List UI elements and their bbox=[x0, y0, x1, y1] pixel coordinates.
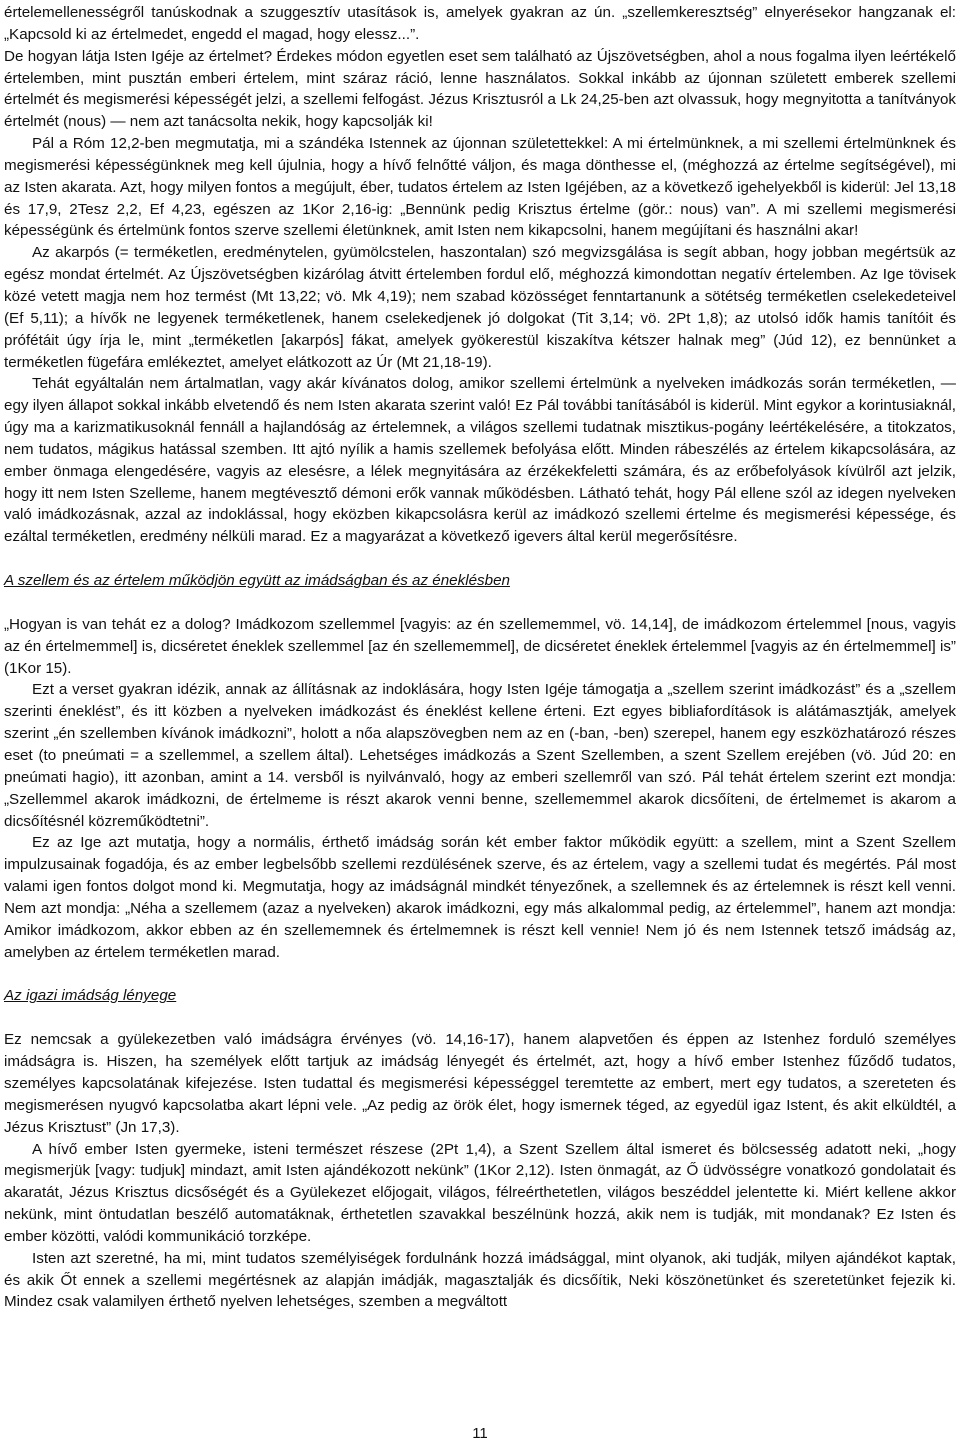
paragraph-11: Isten azt szeretné, ha mi, mint tudatos személyiségek fordulnánk hozzá imádsággal, mint olyanok, aki tudják, milyen ajándékot kaptak, és akik Őt ennek a szellemi megértésnek az alapján imádják, magasztalják és dicsőítik, Neki köszönetünket és szeretetünket fejezik ki. Mindez csak valamilyen érthető nyelven lehetséges, szemben a megváltott bbox=[4, 1249, 956, 1311]
document-page bbox=[4, 2, 956, 1313]
spacer bbox=[4, 592, 956, 614]
spacer bbox=[4, 963, 956, 985]
paragraph-6: „Hogyan is van tehát ez a dolog? Imádkozom szellemmel [vagyis: az én szellememmel, vö. 14,14], de imádkozom értelemmel [nous, vagyis az én értelmemmel] is, dicséretet éneklek szellemmel [az én szellememmel], de dicséretet éneklek értelemmel [vagyis az én értelmemmel] is” (1Kor 15). bbox=[4, 615, 956, 677]
section-heading-2: Az igazi imádság lényege bbox=[4, 987, 177, 1005]
spacer bbox=[4, 548, 956, 570]
paragraph-10: A hívő ember Isten gyermeke, isteni természet részese (2Pt 1,4), a Szent Szellem által ismeret és bölcsesség adatott neki, „hogy megismerjük [vagy: tudjuk] mindazt, amit Isten ajándékozott nekünk” (1Kor 2,12). Isten önmagát, az Ő üdvösségre vonatkozó gondolatait és akaratát, Jézus Krisztus dicsőségét és a Gyülekezet előjogait, világos, félreérthetetlen, világos beszéddel jelentette ki. Miért kellene akkor nekünk, mint öntudatlan beszélő automatáknak, érthetetlen szavakkal beszélnünk hozzá, akik nem is tudják, mit mondanak? Ez Isten és ember közötti, valódi kommunikáció torzképe. bbox=[4, 1140, 956, 1245]
section-heading-1: A szellem és az értelem működjön együtt az imádságban és az éneklésben bbox=[4, 572, 510, 590]
page-number: 11 bbox=[472, 1425, 488, 1442]
paragraph-3: Pál a Róm 12,2-ben megmutatja, mi a szándéka Istennek az újonnan születettekkel: A mi értelmünknek, a mi szellemi értelmünknek és megismerési képességünknek meg kell újulnia, hogy a hívő felnőtté váljon, és maga dönthesse el, (méghozzá az értelme segítségével), mi az Isten akarata. Azt, hogy milyen fontos a megújult, éber, tudatos értelem az Isten Igéjében, az a következő igehelyekből is kiderül: Jel 13,18 és 17,9, 2Tesz 2,2, Ef 4,23, egészen az 1Kor 2,16-ig: „Bennünk pedig Krisztus értelme (gör.: nous) van”. A mi szellemi megismerési képességünk és értelmünk fontos szerve szellemi életünknek, amit Isten nem kikapcsolni, hanem megújítani és használni akar! bbox=[4, 135, 956, 240]
paragraph-9: Ez nemcsak a gyülekezetben való imádságra érvényes (vö. 14,16-17), hanem alapvetően és éppen az Istenhez forduló személyes imádságra is. Hiszen, ha személyek előtt tartjuk az imádság lényegét és értelmét, azt, hogy a hívő ember Istenhez fűződő tudatos, személyes kapcsolatának kifejezése. Isten tudattal és megismerési képességgel teremtette az embert, mert egy tudatos, a szereteten és megismerésen nyugvó kapcsolatba akart lépni vele. „Az pedig az örök élet, hogy ismernek téged, az egyedül igaz Istent, és akit elküldtél, a Jézus Krisztust” (Jn 17,3). bbox=[4, 1031, 956, 1136]
paragraph-1: értelemellenességről tanúskodnak a szuggesztív utasítások is, amelyek gyakran az ún. „szellemkeresztség” elnyerésekor hangzanak el: „Kapcsold ki az értelmedet, engedd el magad, hogy elessz...”. bbox=[4, 4, 956, 43]
paragraph-4: Az akarpós (= terméketlen, eredménytelen, gyümölcstelen, haszontalan) szó megvizsgálása is segít abban, hogy jobban megértsük az egész mondat értelmét. Az Újszövetségben kizárólag átvitt értelemben fordul elő, méghozzá kimondottan negatív értelemben. Az Ige tövisek közé vetett magja nem hoz termést (Mt 13,22; vö. Mk 4,19); nem szabad közösséget fenntartanunk a sötétség terméketlen cselekedeteivel (Ef 5,11); a hívők ne legyenek terméketlenek, hanem cselekedjenek jó dolgokat (Tit 3,14; vö. 2Pt 1,8); az utolsó idők hamis tanítóit és prófétáit úgy írja le, mint „terméketlen [akarpós] fákat, amelyek gyökerestül kiszakítva kétszer halnak meg” (Júd 12), ez bennünket a terméketlen fügefára emlékeztet, amelyet elátkozott az Úr (Mt 21,18-19). bbox=[4, 244, 956, 371]
paragraph-8: Ez az Ige azt mutatja, hogy a normális, érthető imádság során két ember faktor működik együtt: a szellem, mint a Szent Szellem impulzusainak fogadója, és az ember legbelsőbb szellemi rezdülésének szerve, és az értelem, vagy a szellemi tudat és megértés. Pál most valami igen fontos dolgot mond ki. Megmutatja, hogy az imádságnál mindkét tényezőnek, a szellemnek és az értelemnek is részt kell venni. Nem azt mondja: „Néha a szellemem (azaz a nyelveken) akarok imádkozni, egy más alkalommal pedig, az értelemmel”, hanem azt mondja: Amikor imádkozom, akkor ebben az én szellememnek és értelmemnek is részt kell vennie! Nem jó és nem Istennek tetsző imádság az, amelyben az értelem terméketlen marad. bbox=[4, 834, 956, 961]
spacer bbox=[4, 1007, 956, 1029]
paragraph-5: Tehát egyáltalán nem ártalmatlan, vagy akár kívánatos dolog, amikor szellemi értelmünk a nyelveken imádkozás során terméketlen, — egy ilyen állapot sokkal inkább elvetendő és nem Isten akarata szerint való! Ez Pál további tanításából is kiderül. Mint egykor a korintusiaknál, úgy ma a karizmatikusoknál fennáll a hajlandóság az értelemnek, a világos szellemi tudatnak misztikus-pogány leértékelésére, a titokzatos, nem tudatos, mágikus hatással szemben. Itt ajtó nyílik a hamis szellemek befolyása előtt. Minden rábeszélés az értelem kikapcsolására, az ember önmaga elengedésére, vagyis az elesésre, a lélek megnyitására az érzékekfeletti számára, és az erőbefolyások kívülről azt jelzik, hogy itt nem Isten Szelleme, hanem megtévesztő démoni erők vannak működésben. Látható tehát, hogy Pál ellene szól az idegen nyelveken való imádkozásnak, azzal az indoklással, hogy eközben kikapcsolásra kerül az imádkozó szellemi értelme és megismerési képessége, és ezáltal terméketlen, eredmény nélküli marad. Ez a magyarázat a következő igevers által kerül megerősítésre. bbox=[4, 375, 956, 546]
paragraph-7: Ezt a verset gyakran idézik, annak az állításnak az indoklására, hogy Isten Igéje támogatja a „szellem szerint imádkozást” és a „szellem szerinti éneklést”, és itt közben a nyelveken imádkozást és éneklést kellene érteni. Ezt egyes bibliafordítások is alátámasztják, amelyek szerint „én szellemben kívánok imádkozni”, holott a nőa alapszövegben nem az en (-ban, -ben) szerepel, hanem egy eszközhatározó részes eset (to pneúmati = a szellemmel, a szellem által). Lehetséges imádkozás a Szent Szellemben, a szent Szellem erejében (vö. Júd 20: en pneúmati hagio), itt azonban, amint a 14. versből is nyilvánvaló, hogy az emberi szellemről van szó. Pál tehát értelem szerint ezt mondja: „Szellemmel akarok imádkozni, de értelmeme is részt akarok venni benne, szellememmel akarok dicsőíteni, de értelmemet is akarom a dicsőítésnél közreműködtetni”. bbox=[4, 681, 956, 830]
paragraph-2: De hogyan látja Isten Igéje az értelmet? Érdekes módon egyetlen eset sem található az Újszövetségben, ahol a nous fogalma ilyen leértékelő értelemben, mint pusztán emberi értelem, mint száraz ráció, lenne használatos. Sokkal inkább az újonnan született emberek szellemi értelmét és megismerési képességét jelzi, a szellemi felfogást. Jézus Krisztusról a Lk 24,25-ben azt olvassuk, hogy megnyitotta a tanítványok értelmét (nous) — nem azt tanácsolta nekik, hogy kapcsolják ki! bbox=[4, 47, 956, 131]
